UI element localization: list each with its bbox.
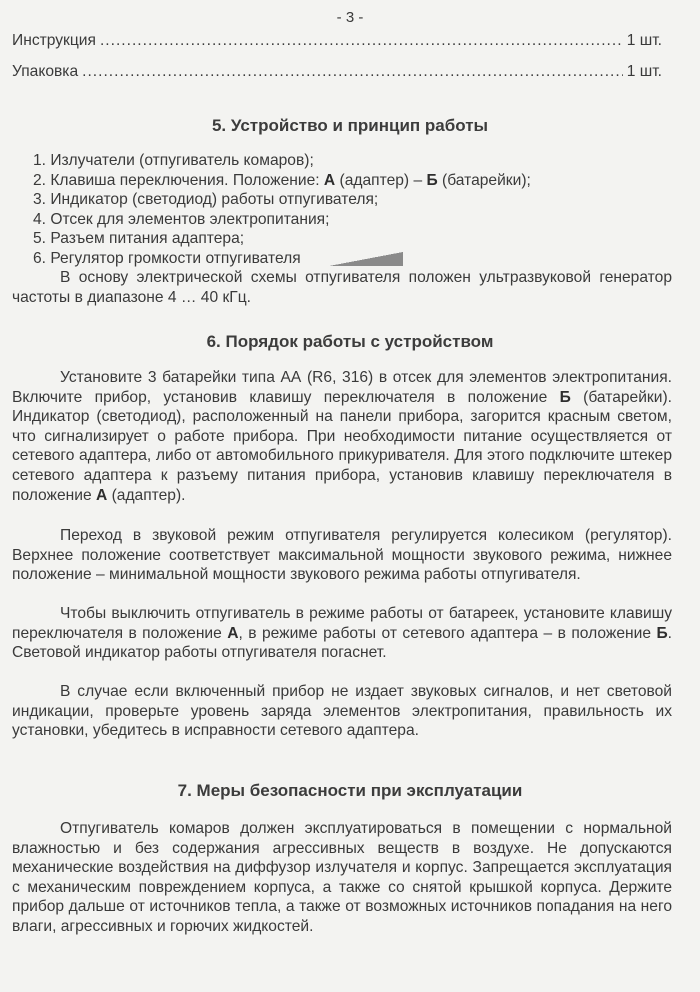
page-number: - 3 -: [336, 9, 364, 26]
text: . Световой индикатор работы отпугивателя погаснет.: [12, 624, 672, 662]
contents-label: Инструкция: [12, 32, 96, 49]
section-6-paragraph-3: [12, 604, 672, 663]
section-5-title: 5. Устройство и принцип работы: [211, 116, 489, 135]
leader-dots: [82, 62, 623, 82]
section-7-title: 7. Меры безопасности при эксплуатации: [177, 781, 523, 800]
position-a: А: [95, 486, 108, 504]
list-item: 3. Индикатор (светодиод) работы отпугивателя;: [33, 191, 379, 209]
section-6-paragraph-1: [12, 368, 672, 505]
list-item-text: (батарейки);: [437, 171, 531, 189]
contents-qty: 1 шт.: [626, 63, 662, 80]
text: (адаптер).: [107, 486, 186, 504]
position-b: Б: [656, 624, 668, 642]
list-item: [33, 171, 673, 191]
position-a: А: [323, 171, 336, 189]
position-b: Б: [426, 171, 438, 189]
section-6-paragraph-2: Переход в звуковой режим отпугивателя регулируется колесиком (регулятор). Верхнее положение соответствует максимальной мощности звукового режима, нижнее положение – минимальной мощности звукового режима работы отпугивателя.: [12, 527, 672, 584]
section-5-list: [33, 151, 673, 269]
section-6-title: 6. Порядок работы с устройством: [206, 332, 494, 351]
contents-row-instruction: [12, 31, 662, 51]
section-7-paragraph: Отпугиватель комаров должен эксплуатироваться в помещении с нормальной влажностью и без содержания агрессивных веществ в воздухе. Не допускаются механические воздействия на диффузор излучателя и корпус. Запрещается эксплуатация с механическим повреждением корпуса, а также со снятой крышкой корпуса. Держите прибор дальше от источников тепла, а также от возможных источников попадания на него влаги, агрессивных и горючих жидкостей.: [12, 820, 672, 935]
list-item-text: 6. Регулятор громкости отпугивателя: [33, 249, 301, 267]
position-b: Б: [559, 388, 571, 406]
volume-wedge-icon: [329, 252, 403, 266]
section-5-paragraph: В основу электрической схемы отпугивателя положен ультразвуковой генератор частоты в диапазоне 4 … 40 кГц.: [12, 269, 672, 306]
contents-row-packaging: [12, 62, 662, 82]
text: , в режиме работы от сетевого адаптера – в положение: [238, 624, 657, 642]
list-item: 1. Излучатели (отпугиватель комаров);: [33, 152, 314, 169]
contents-qty: 1 шт.: [626, 32, 662, 49]
list-item: [33, 249, 673, 269]
text: Установите 3 батарейки типа АА (R6, 316) в отсек для элементов электропитания. Включите прибор, установив клавишу переключателя в положение: [12, 369, 672, 406]
position-a: А: [227, 624, 239, 642]
section-6-paragraph-4: В случае если включенный прибор не издает звуковых сигналов, и нет световой индикации, проверьте уровень заряда элементов электропитания, правильность их установки, убедитесь в исправности сетевого адаптера.: [12, 683, 672, 740]
text: Чтобы выключить отпугиватель в режиме работы от батареек, установите клавишу переключателя в положение: [12, 605, 672, 642]
list-item-text: (адаптер) –: [335, 171, 427, 189]
leader-dots: [100, 31, 623, 51]
contents-label: Упаковка: [12, 63, 79, 80]
list-item: 4. Отсек для элементов электропитания;: [33, 210, 330, 228]
text: (батарейки). Индикатор (светодиод), расположенный на панели прибора, загорится красным светом, что сигнализирует о работе прибора. При необходимости питание осуществляется от сетевого адаптера, либо от автомобильного прикуривателя. Для этого подключите штекер сетевого адаптера к разъему питания прибора, установив клавишу переключателя в положение: [12, 388, 672, 504]
list-item-text: 2. Клавиша переключения. Положение:: [33, 171, 324, 189]
list-item: 5. Разъем питания адаптера;: [33, 230, 245, 248]
